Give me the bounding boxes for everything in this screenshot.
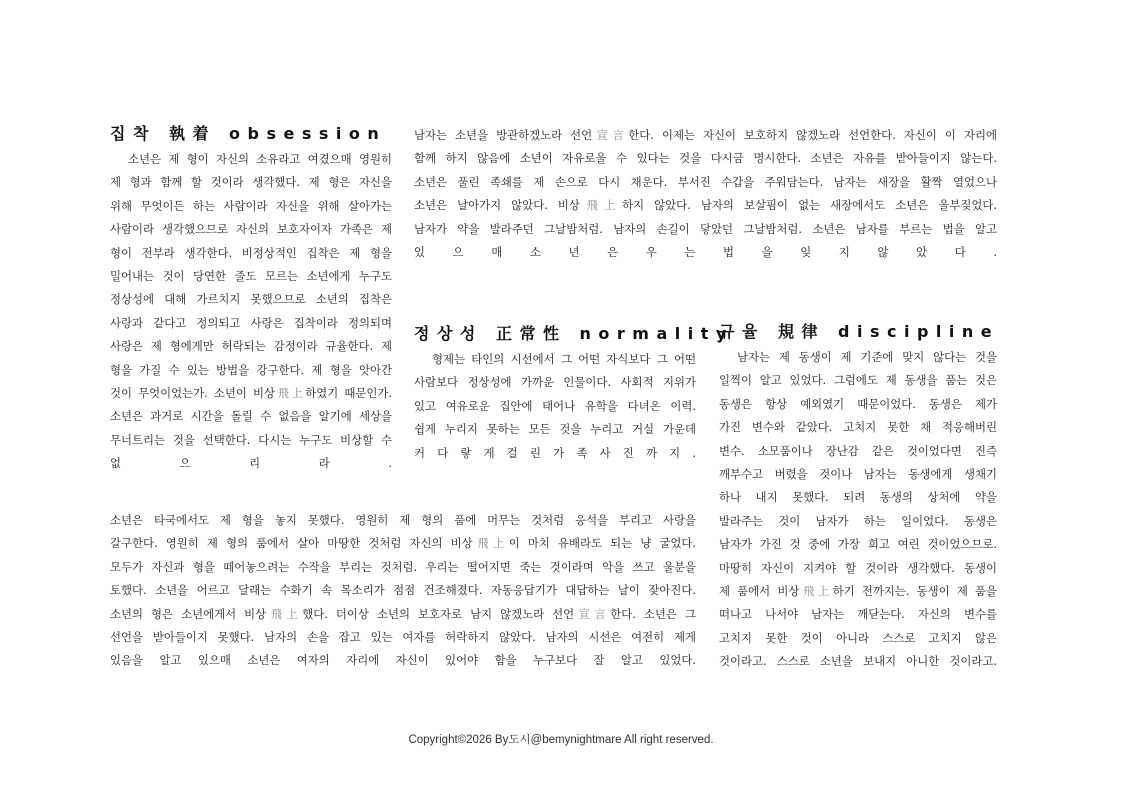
obsession-line: 위해 무엇이든 하는 사람이라 자신을 위해 살아가는: [110, 198, 392, 213]
obsession-line: 정상성에 대해 가르치지 못했으므로 소년의 집착은: [110, 292, 392, 307]
discipline-section: [719, 322, 1000, 674]
hanja-text: 飛上: [472, 536, 509, 551]
discipline-line: 떠나고 나서야 남자는 깨닫는다. 자신의 변수를: [719, 607, 997, 622]
obsession-line: 무너트리는 것을 선택한다. 다시는 누구도 비상할 수: [110, 432, 392, 447]
normality-line: 쉽게 누리지 못하는 모든 것을 누리고 거실 가운데: [414, 422, 696, 437]
top-right-paragraph: [414, 124, 997, 264]
discipline-line: 변수. 소모품이나 장난감 같은 것이었다면 진즉: [719, 443, 997, 458]
hanja-text: 飛上: [266, 606, 303, 621]
obsession-line: 없 으 리 라 .: [110, 456, 392, 471]
hanja-text: 飛上: [275, 386, 306, 401]
bottom_left-line: 모두가 자신과 형을 떼어놓으려는 수작을 부리는 것처럼. 우리는 떨어지면 죽는 것이라며 악을 쓰고 울분을: [110, 559, 696, 574]
obsession-line: 형이 전부라 생각한다. 비정상적인 집착은 제 형을: [110, 245, 392, 260]
top_right-line: 소년은 날아가지 않았다. 비상飛上하지 않았다. 남자의 보살핌이 없는 새장에서도 소년은 울부짖었다.: [414, 198, 997, 213]
obsession-line: 사람이라 생각했으므로 자신의 보호자이자 가족은 제: [110, 222, 392, 237]
hanja-text: 宣言: [592, 128, 629, 142]
obsession-paragraph: [110, 148, 392, 476]
discipline-line: 남자는 제 동생이 제 기준에 맞지 않다는 것을: [737, 350, 997, 364]
bottom_left-line: 있음을 알고 있으매 소년은 여자의 자리에 자신이 있어야 함을 누구보다 잘 알고 있었다.: [110, 653, 696, 668]
discipline-line: 가진 변수와 같았다. 고치지 못한 채 적응해버린: [719, 420, 997, 435]
normality-section: [414, 324, 734, 465]
normality-line: 커 다 랗 게 걸 린 가 족 사 진 까 지 .: [414, 445, 696, 460]
discipline-line: 제 품에서 비상飛上하기 전까지는. 동생이 제 품을: [719, 584, 997, 599]
top_right-line: 남자가 약을 발라주던 그날밤처럼. 남자의 손길이 닿았던 그날밤처럼. 소년은 남자를 부르는 법을 알고: [414, 221, 997, 236]
discipline-line: 발라주는 것이 남자가 하는 일이었다. 동생은: [719, 513, 997, 528]
obsession-line: 밀어내는 것이 당연한 줄도 모르는 소년에게 누구도: [110, 269, 392, 284]
discipline-line: 마땅히 자신이 지켜야 할 것이라 생각했다. 동생이: [719, 560, 997, 575]
bottom-left-section: [110, 509, 696, 673]
bottom_left-line: 소년의 형은 소년에게서 비상飛上했다. 더이상 소년의 보호자로 남지 않겠노라 선언宣言한다. 소년은 그: [110, 606, 696, 621]
obsession-line: 소년은 제 형이 자신의 소유라고 여겼으매 영원히: [128, 152, 392, 166]
top_right-line: 소년은 풀린 족쇄를 제 손으로 다시 채운다. 부서진 수갑을 주워담는다. 남자는 새장을 활짝 열었으나: [414, 174, 997, 189]
discipline-line: 것이라고. 스스로 소년을 보내지 아니한 것이라고.: [719, 654, 997, 669]
obsession-heading: 집착 執着 obsession: [110, 124, 387, 143]
obsession-section: [110, 124, 392, 476]
obsession-line: 제 형과 함께 할 것이라 생각했다. 제 형은 자신을: [110, 175, 392, 190]
discipline-heading: 규율 規律 discipline: [719, 322, 1000, 341]
top-right-section: [414, 124, 997, 264]
bottom_left-line: 갈구한다. 영원히 제 형의 품에서 살아 마땅한 것처럼 자신의 비상飛上이 마치 유배라도 되는 냥 굴었다.: [110, 536, 696, 551]
discipline-line: 고치지 못한 것이 아니라 스스로 고치지 않은: [719, 630, 997, 645]
normality-line: 사람보다 정상성에 가까운 인물이다. 사회적 지위가: [414, 375, 696, 390]
normality-line: 형제는 타인의 시선에서 그 어떤 자식보다 그 어떤: [432, 352, 696, 366]
bottom_left-line: 토했다. 소년을 어르고 달래는 수화기 속 목소리가 점점 건조해졌다. 자동응답기가 대답하는 날이 잦아진다.: [110, 583, 696, 598]
discipline-line: 깨부수고 버렸을 것이나 남자는 동생에게 생채기: [719, 467, 997, 482]
bottom-left-paragraph: [110, 509, 696, 673]
discipline-line: 일찍이 알고 있었다. 그럼에도 제 동생을 품는 것은: [719, 373, 997, 388]
bottom_left-line: 소년은 타국에서도 제 형을 놓지 못했다. 영원히 제 형의 품에 머무는 것처럼 응석을 부리고 사랑을: [110, 513, 696, 527]
hanja-text: 宣言: [574, 606, 611, 621]
discipline-line: 동생은 항상 예외였기 때문이었다. 동생은 제가: [719, 396, 997, 411]
obsession-line: 소년은 과거로 시간을 돌릴 수 없음을 알기에 세상을: [110, 409, 392, 424]
top_right-line: 남자는 소년을 방관하겠노라 선언宣言한다. 이제는 자신이 보호하지 않겠노라 선언한다. 자신이 이 자리에: [414, 128, 997, 142]
hanja-text: 飛上: [579, 198, 623, 213]
obsession-line: 사랑은 제 형에게만 허락되는 감정이라 규율한다. 제: [110, 339, 392, 354]
normality-line: 있고 여유로운 집안에 태어나 유학을 다녀온 이력.: [414, 398, 696, 413]
copyright-footer: Copyright©2026 By도시@bemynightmare All right reserved.: [408, 734, 714, 746]
top_right-line: 함께 하지 않음에 소년이 자유로울 수 있다는 것을 다시금 명시한다. 소년은 자유를 받아들이지 않는다.: [414, 151, 997, 166]
obsession-line: 형을 가질 수 있는 방법을 강구한다. 제 형을 앗아간: [110, 362, 392, 377]
normality-paragraph: [414, 348, 696, 465]
discipline-line: 하나 내지 못했다. 되려 동생의 상처에 약을: [719, 490, 997, 505]
bottom_left-line: 선언을 받아들이지 못했다. 남자의 손을 잡고 있는 여자를 허락하지 않았다. 남자의 시선은 여전히 제게: [110, 630, 696, 645]
discipline-line: 남자가 가진 것 중에 가장 희고 여린 것이었으므로.: [719, 537, 997, 552]
obsession-line: 사랑과 같다고 정의되고 사랑은 집착이라 정의되며: [110, 315, 392, 330]
discipline-paragraph: [719, 346, 997, 674]
top_right-line: 있 으 매 소 년 은 우 는 법 을 잊 지 않 았 다 .: [414, 245, 997, 260]
obsession-line: 것이 무엇이었는가. 소년이 비상飛上하였기 때문인가.: [110, 386, 393, 401]
normality-heading: 정상성 正常性 normality: [414, 324, 734, 343]
hanja-text: 飛上: [799, 584, 833, 599]
